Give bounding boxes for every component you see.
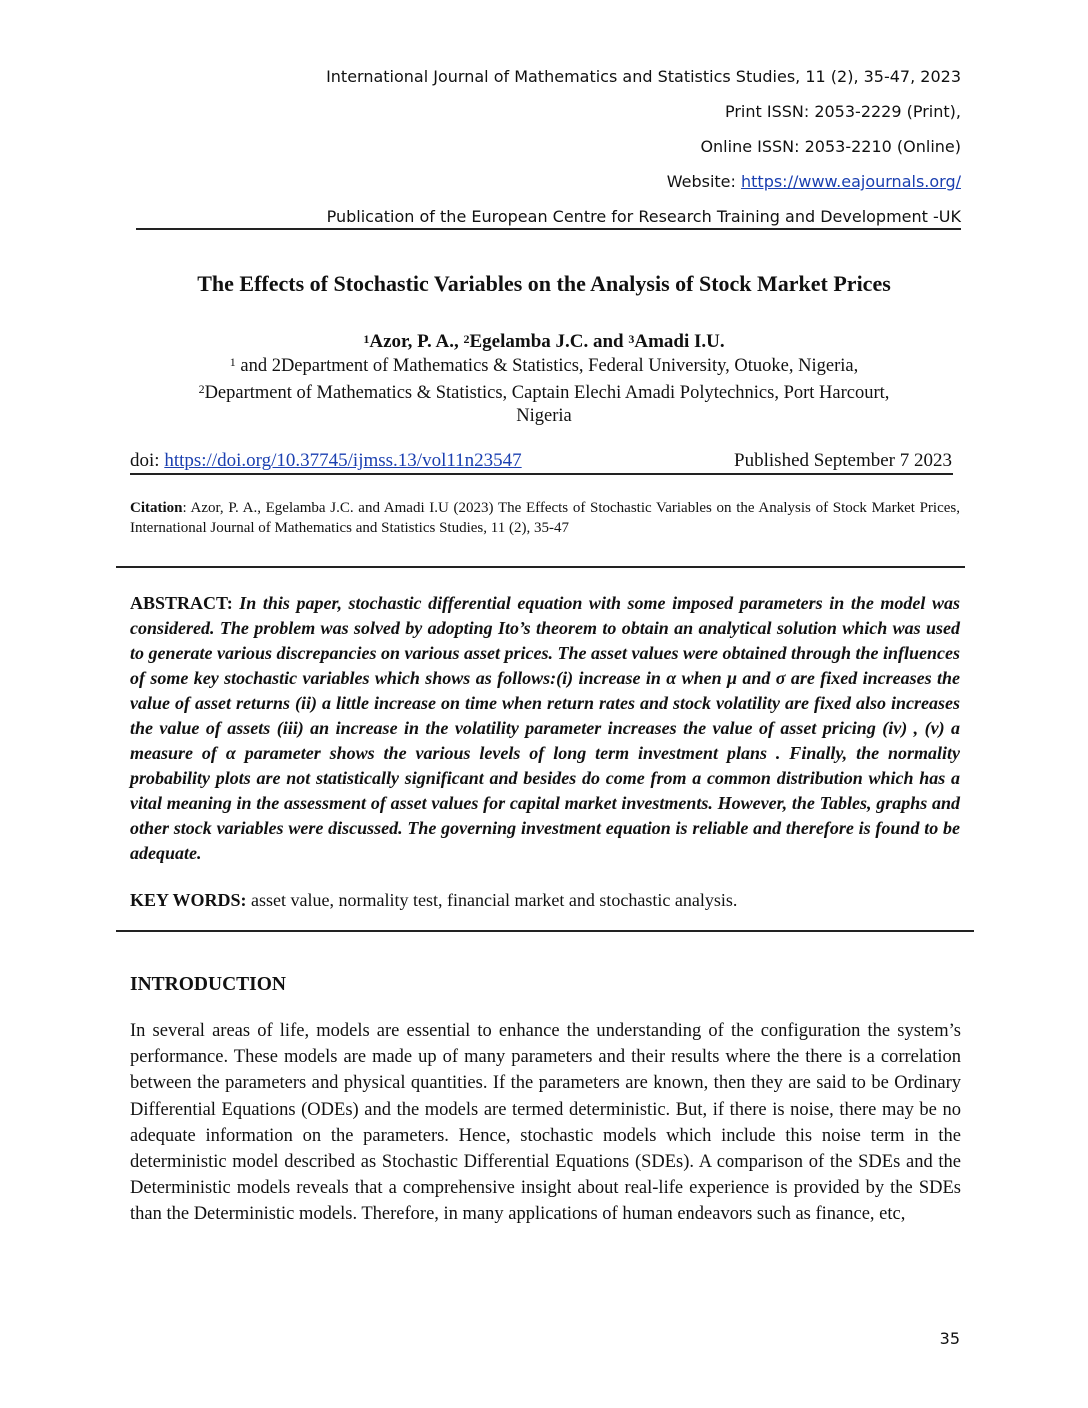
- affiliation-1-sup: 1: [229, 355, 236, 369]
- keywords: [130, 888, 960, 912]
- published-date: Published September 7 2023: [734, 450, 952, 471]
- abstract-top-rule: [116, 566, 965, 568]
- affiliations: [120, 351, 968, 428]
- abstract: [130, 591, 960, 866]
- author-3-sup: 3: [628, 332, 635, 346]
- website-label: Website:: [666, 172, 741, 191]
- affiliation-1: [120, 351, 968, 378]
- affiliation-2-sup: 2: [198, 382, 205, 396]
- author-2-sup: 2: [463, 332, 470, 346]
- affiliation-1-text: and 2Department of Mathematics & Statistics, Federal University, Otuoke, Nigeria,: [235, 356, 859, 376]
- author-3: Amadi I.U.: [634, 331, 725, 352]
- citation-text: : Azor, P. A., Egelamba J.C. and Amadi I.U (2023) The Effects of Stochastic Variables on the Analysis of Stock Market Prices, International Journal of Mathematics and Statistics Studies, 11 (2), 35-47: [130, 500, 960, 536]
- header-rule: [136, 228, 961, 230]
- affiliation-3: Nigeria: [516, 406, 572, 426]
- keywords-label: KEY WORDS:: [130, 890, 247, 910]
- author-line: [0, 327, 1088, 354]
- doi-line: [130, 449, 522, 473]
- citation: [130, 498, 960, 538]
- introduction-paragraph: In several areas of life, models are essential to enhance the understanding of the configuration the system’s performance. These models are made up of many parameters and their results where the there is a correlation between the parameters and physical quantities. If the parameters are known, then they are said to be Ordinary Differential Equations (ODEs) and the models are termed deterministic. But, if there is noise, there may be no adequate information on the parameters. Hence, stochastic models which include this noise term in the deterministic model described as Stochastic Differential Equations (SDEs). A comparison of the SDEs and the Deterministic models reveals that a comprehensive insight about real-life experience is provided by the SDEs than the Deterministic models. Therefore, in many applications of human endeavors such as finance, etc,: [130, 1021, 961, 1225]
- paper-title: The Effects of Stochastic Variables on the Analysis of Stock Market Prices: [197, 271, 891, 296]
- website-link[interactable]: https://www.eajournals.org/: [741, 172, 961, 191]
- affiliation-2: [120, 378, 968, 405]
- print-issn: Print ISSN: 2053-2229 (Print),: [724, 102, 961, 121]
- publisher-line: Publication of the European Centre for Research Training and Development -UK: [326, 207, 961, 226]
- page-number: 35: [939, 1329, 960, 1348]
- abstract-label: ABSTRACT:: [130, 593, 233, 613]
- doi-link[interactable]: https://doi.org/10.37745/ijmss.13/vol11n23547: [164, 450, 522, 471]
- author-1-sup: 1: [363, 332, 370, 346]
- introduction-heading: INTRODUCTION: [130, 974, 287, 995]
- affiliation-2-text: Department of Mathematics & Statistics, Captain Elechi Amadi Polytechnics, Port Harcourt,: [204, 383, 890, 403]
- doi-rule: [130, 473, 953, 475]
- citation-label: Citation: [130, 500, 183, 516]
- website-line: [667, 171, 961, 193]
- author-1: Azor, P. A.,: [369, 331, 464, 352]
- abstract-text: In this paper, stochastic differential equation with some imposed parameters in the model was considered. The problem was solved by adopting Ito’s theorem to obtain an analytical solution which was used to generate various discrepancies on various asset prices. The asset values were obtained through the influences of some key stochastic variables which shows as follows:(i) increase in α when μ and σ are fixed increases the value of asset returns (ii) a little increase on time when return rates and stock volatility are fixed also increases the value of assets (iii) an increase in the volatility parameter increases the value of asset pricing (iv) , (v) a measure of α parameter shows the various levels of long term investment plans . Finally, the normality probability plots are not statistically significant and besides do come from a common distribution which has a vital meaning in the assessment of asset values for capital market investments. However, the Tables, graphs and other stock variables were discussed. The governing investment equation is reliable and therefore is found to be adequate.: [130, 593, 961, 863]
- journal-line: International Journal of Mathematics and Statistics Studies, 11 (2), 35-47, 2023: [326, 67, 961, 86]
- author-2: Egelamba J.C. and: [469, 331, 629, 352]
- online-issn: Online ISSN: 2053-2210 (Online): [700, 137, 961, 156]
- keywords-text: asset value, normality test, financial market and stochastic analysis.: [246, 890, 738, 910]
- abstract-bottom-rule: [116, 930, 974, 932]
- doi-label: doi:: [130, 450, 165, 471]
